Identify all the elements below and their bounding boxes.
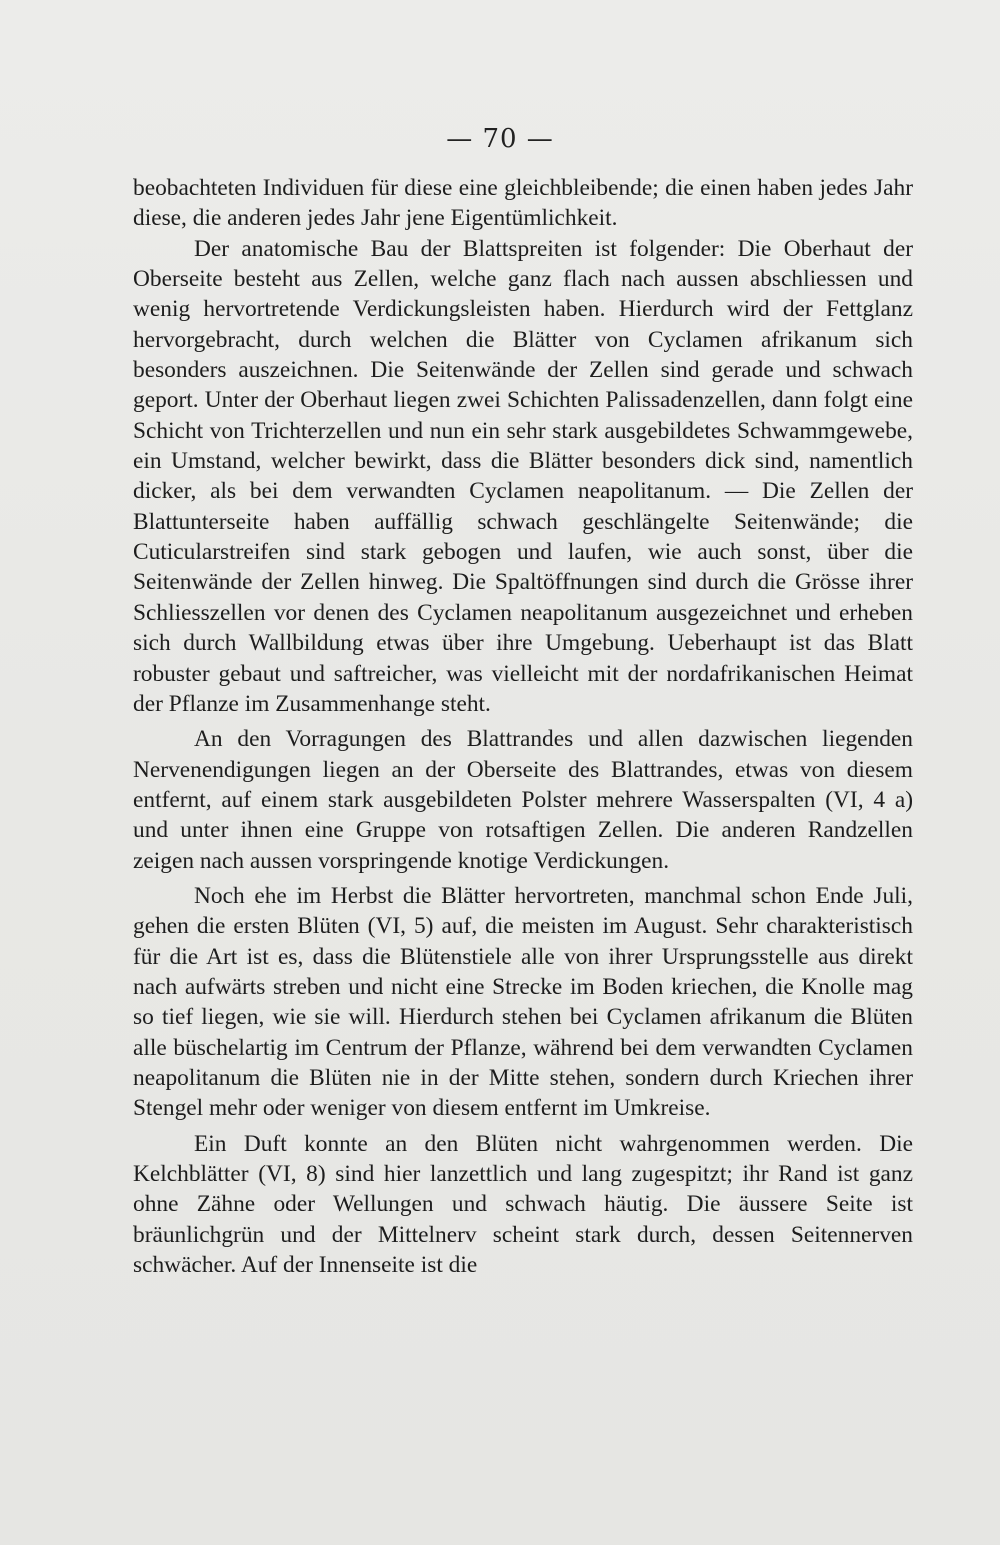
paragraph-4: Noch ehe im Herbst die Blätter hervortreten, manchmal schon Ende Juli, gehen die ersten Blüten (VI, 5) auf, die meisten im August. Sehr charakteristisch für die Art ist es, dass die Blütenstiele alle von ihrer Ursprungsstelle aus direkt nach aufwärts streben und nicht eine Strecke im Boden kriechen, die Knolle mag so tief liegen, wie sie will. Hierdurch stehen bei Cyclamen afrikanum die Blüten alle büschelartig im Centrum der Pflanze, während bei dem verwandten Cyclamen neapolitanum die Blüten nie in der Mitte stehen, sondern durch Kriechen ihrer Stengel mehr oder weniger von diesem entfernt im Umkreise.: [133, 882, 913, 1122]
paragraph-2: Der anatomische Bau der Blattspreiten ist folgender: Die Oberhaut der Oberseite besteht aus Zellen, welche ganz flach nach aussen abschliessen und wenig hervortretende Verdickungsleisten haben. Hierdurch wird der Fettglanz hervorgebracht, durch welchen die Blätter von Cyclamen afrikanum sich besonders auszeichnen. Die Seitenwände der Zellen sind gerade und schwach geport. Unter der Oberhaut liegen zwei Schichten Palissadenzellen, dann folgt eine Schicht von Trichterzellen und nun ein sehr stark ausgebildetes Schwammgewebe, ein Umstand, welcher bewirkt, dass die Blätter besonders dick sind, namentlich dicker, als bei dem verwandten Cyclamen neapolitanum. — Die Zellen der Blattunterseite haben auffällig schwach geschlängelte Seitenwände; die Cuticularstreifen sind stark gebogen und laufen, wie auch sonst, über die Seitenwände der Zellen hinweg. Die Spaltöffnungen sind durch die Grösse ihrer Schliesszellen vor denen des Cyclamen neapolitanum ausgezeichnet und erheben sich durch Wallbildung etwas über ihre Umgebung. Ueberhaupt ist das Blatt robuster gebaut und saftreicher, was vielleicht mit der nordafrikanischen Heimat der Pflanze im Zusammenhange steht.: [133, 235, 913, 717]
paragraph-3: An den Vorragungen des Blattrandes und allen dazwischen liegenden Nervenendigungen liegen an der Oberseite des Blattrandes, etwas von diesem entfernt, auf einem stark ausgebildeten Polster mehrere Wasserspalten (VI, 4 a) und unter ihnen eine Gruppe von rotsaftigen Zellen. Die anderen Randzellen zeigen nach aussen vorspringende knotige Verdickungen.: [133, 726, 913, 874]
paragraph-5: Ein Duft konnte an den Blüten nicht wahrgenommen werden. Die Kelchblätter (VI, 8) sind hier lanzettlich und lang zugespitzt; ihr Rand ist ganz ohne Zähne oder Wellungen und schwach häutig. Die äussere Seite ist bräunlichgrün und der Mittelnerv scheint stark durch, dessen Seitennerven schwächer. Auf der Innenseite ist die: [133, 1130, 913, 1279]
body-text: [133, 173, 913, 1280]
paragraph-1: beobachteten Individuen für diese eine gleichbleibende; die einen haben jedes Jahr diese, die anderen jedes Jahr jene Eigentümlichkeit.: [133, 175, 913, 232]
page-number: — 70 —: [446, 124, 554, 154]
